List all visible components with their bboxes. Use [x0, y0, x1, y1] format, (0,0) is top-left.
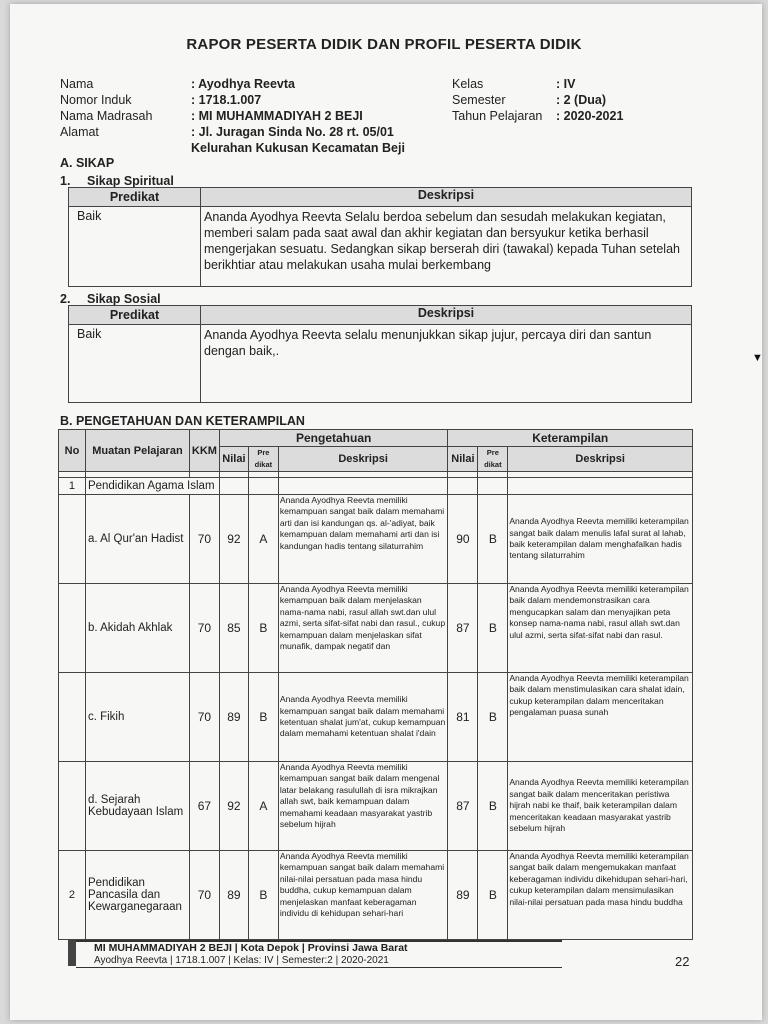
row-no	[59, 762, 86, 851]
footer-bar	[68, 940, 76, 966]
row-kkm: 67	[189, 762, 219, 851]
section-sikap-heading: A. SIKAP	[60, 156, 115, 170]
student-info	[60, 76, 405, 156]
row-p-deskripsi: Ananda Ayodhya Reevta memiliki kemampuan sangat baik dalam memahami ketentuan shalat jum'at, cukup kemampuan dalam memahami ketentuan shalat i'dain	[279, 694, 446, 739]
col-p-predikat: Pre dikat	[248, 447, 278, 472]
madrasah-value: : MI MUHAMMADIYAH 2 BEJI	[191, 109, 363, 123]
col-kkm: KKM	[189, 430, 219, 472]
row-p-deskripsi: Ananda Ayodhya Reevta memiliki kemampuan sangat baik dalam memahami nilai-nilai persatuan pada masa hindu buddha, cukup kemampuan dalam menjelaskan manfaat keberagaman individu di kehidupan sehari-hari	[279, 851, 445, 919]
kelas-label: Kelas	[452, 77, 484, 91]
sosial-num: 2.	[60, 292, 71, 306]
spiritual-deskripsi: Ananda Ayodhya Reevta Selalu berdoa sebelum dan sesudah melakukan kegiatan, memberi salam pada saat awal dan akhir kegiatan dan bersyukur ketika berhasil mengerjakan sesuatu. Sedangkan sikap berserah diri (tawakal) kepada Tuhan setelah berikhtiar atau melakukan usaha mulai berkembang	[201, 207, 692, 287]
spiritual-heading	[60, 174, 174, 188]
alamat-value-2: Kelurahan Kukusan Kecamatan Beji	[191, 141, 405, 155]
table-row	[59, 851, 693, 940]
row-k-deskripsi: Ananda Ayodhya Reevta memiliki keterampilan baik dalam mendemonstrasikan cara mengucapkan salam dan menyajikan peta konsep nama-nama nabi, rasul allah swt.dan ulul azmi, serta sifat-sifat nabi dan rasul.	[509, 584, 689, 640]
row-k-predikat: B	[478, 762, 508, 851]
col-pengetahuan: Pengetahuan	[219, 430, 447, 447]
row-no	[59, 495, 86, 584]
grades-table	[58, 429, 693, 940]
row-k-nilai: 81	[448, 673, 478, 762]
row-k-nilai: 87	[448, 762, 478, 851]
row-p-predikat: A	[248, 495, 278, 584]
tahun-label: Tahun Pelajaran	[452, 109, 543, 123]
spiritual-predikat: Baik	[69, 207, 201, 287]
kelas-value: : IV	[556, 77, 576, 91]
induk-label: Nomor Induk	[60, 93, 132, 107]
row-p-predikat: B	[248, 584, 278, 673]
semester-label: Semester	[452, 93, 506, 107]
row-k-predikat: B	[478, 673, 508, 762]
row-k-deskripsi: Ananda Ayodhya Reevta memiliki keterampilan sangat baik dalam mengemukakan manfaat keberagaman individu dikehidupan sehari-hari, cukup keterampilan dalam mensimulasikan nilai-nilai persatuan pada masa hindu buddha	[509, 851, 689, 907]
sosial-predikat: Baik	[69, 325, 201, 403]
row-no: 2	[59, 851, 86, 940]
row-p-predikat: A	[248, 762, 278, 851]
row-k-nilai: 90	[448, 495, 478, 584]
sosial-col-predikat: Predikat	[69, 306, 201, 325]
alamat-label: Alamat	[60, 125, 99, 139]
col-k-predikat: Pre dikat	[478, 447, 508, 472]
nama-label: Nama	[60, 77, 94, 91]
sosial-col-deskripsi: Deskripsi	[201, 306, 692, 325]
spiritual-table	[68, 187, 692, 287]
col-p-deskripsi: Deskripsi	[278, 447, 448, 472]
page-title: RAPOR PESERTA DIDIK DAN PROFIL PESERTA DIDIK	[186, 36, 582, 53]
alamat-value-1: : Jl. Juragan Sinda No. 28 rt. 05/01	[191, 125, 394, 139]
row-p-deskripsi: Ananda Ayodhya Reevta memiliki kemampuan sangat baik dalam mengenal latar belakang rasulullah di isra mikrajkan allah swt, baik kemampuan dalam memahami keadaan masyarakat yastrib sebelum hijrah	[279, 762, 440, 830]
tahun-value: : 2020-2021	[556, 109, 624, 123]
induk-value: : 1718.1.007	[191, 93, 262, 107]
semester-value: : 2 (Dua)	[556, 93, 606, 107]
col-keterampilan: Keterampilan	[448, 430, 693, 447]
table-row	[59, 495, 693, 584]
spiritual-num: 1.	[60, 174, 71, 188]
row-subject: a. Al Qur'an Hadist	[85, 495, 189, 584]
table-row	[59, 673, 693, 762]
spiritual-title: Sikap Spiritual	[87, 174, 174, 188]
sosial-heading	[60, 292, 161, 306]
group-name: Pendidikan Agama Islam	[85, 478, 219, 495]
row-kkm: 70	[189, 673, 219, 762]
footer-school: MI MUHAMMADIYAH 2 BEJI | Kota Depok | Provinsi Jawa Barat	[76, 940, 562, 953]
row-no	[59, 584, 86, 673]
row-no	[59, 673, 86, 762]
row-p-predikat: B	[248, 673, 278, 762]
nama-value: : Ayodhya Reevta	[191, 77, 295, 91]
row-p-predikat: B	[248, 851, 278, 940]
sosial-title: Sikap Sosial	[87, 292, 161, 306]
col-k-nilai: Nilai	[448, 447, 478, 472]
row-subject: b. Akidah Akhlak	[85, 584, 189, 673]
class-info	[452, 76, 623, 124]
row-p-nilai: 92	[219, 762, 248, 851]
row-p-deskripsi: Ananda Ayodhya Reevta memiliki kemampuan sangat baik dalam memahami arti dan isi kandungan qs. al-'adiyat, baik kemampuan dalam memahami arti dan isi kandungan hadis tentang silaturrahim	[279, 495, 445, 551]
row-kkm: 70	[189, 584, 219, 673]
row-p-deskripsi: Ananda Ayodhya Reevta memiliki kemampuan baik dalam menjelaskan nama-nama nabi, rasul allah swt.dan ulul azmi, serta sifat-sifat nabi dan rasul., cukup kemampuan dalam menjelaskan sifat munafik, dampak negatif dan	[279, 584, 446, 652]
row-k-deskripsi: Ananda Ayodhya Reevta memiliki keterampilan sangat baik dalam menulis lafal surat al lahab, baik keterampilan dalam menghafalkan hadis tentang silaturrahim	[509, 516, 689, 561]
footer-student: Ayodhya Reevta | 1718.1.007 | Kelas: IV | Semester:2 | 2020-2021	[76, 954, 562, 968]
group-no: 1	[59, 478, 86, 495]
col-k-deskripsi: Deskripsi	[508, 447, 693, 472]
spiritual-col-deskripsi: Deskripsi	[201, 188, 692, 207]
row-p-nilai: 89	[219, 851, 248, 940]
row-k-predikat: B	[478, 584, 508, 673]
sosial-deskripsi: Ananda Ayodhya Reevta selalu menunjukkan sikap jujur, percaya diri dan santun dengan baik,.	[201, 325, 692, 403]
row-k-deskripsi: Ananda Ayodhya Reevta memiliki keterampilan sangat baik dalam menceritakan peristiwa hijrah nabi ke thaif, baik keterampilan dalam menceritakan keadaan masyarakat yastrib sebelum hijrah	[509, 777, 689, 834]
row-subject: c. Fikih	[85, 673, 189, 762]
page-number: 22	[675, 954, 690, 969]
row-k-deskripsi: Ananda Ayodhya Reevta memiliki keterampilan baik dalam menstimulasikan cara shalat idain, cukup keterampilan dalam menceritakan pengalaman puasa sunah	[509, 673, 689, 718]
col-no: No	[59, 430, 86, 472]
sosial-table	[68, 305, 692, 403]
madrasah-label: Nama Madrasah	[60, 109, 153, 123]
row-kkm: 70	[189, 495, 219, 584]
row-p-nilai: 89	[219, 673, 248, 762]
row-k-predikat: B	[478, 495, 508, 584]
row-p-nilai: 85	[219, 584, 248, 673]
edge-mark: ▼	[752, 352, 763, 364]
row-k-nilai: 87	[448, 584, 478, 673]
spiritual-col-predikat: Predikat	[69, 188, 201, 207]
row-subject: d. Sejarah Kebudayaan Islam	[85, 762, 189, 851]
table-row	[59, 584, 693, 673]
col-muatan: Muatan Pelajaran	[85, 430, 189, 472]
row-kkm: 70	[189, 851, 219, 940]
row-k-predikat: B	[478, 851, 508, 940]
row-subject: Pendidikan Pancasila dan Kewarganegaraan	[85, 851, 189, 940]
section-pengetahuan-heading: B. PENGETAHUAN DAN KETERAMPILAN	[60, 414, 305, 428]
row-k-nilai: 89	[448, 851, 478, 940]
row-p-nilai: 92	[219, 495, 248, 584]
table-row	[59, 762, 693, 851]
col-p-nilai: Nilai	[219, 447, 248, 472]
